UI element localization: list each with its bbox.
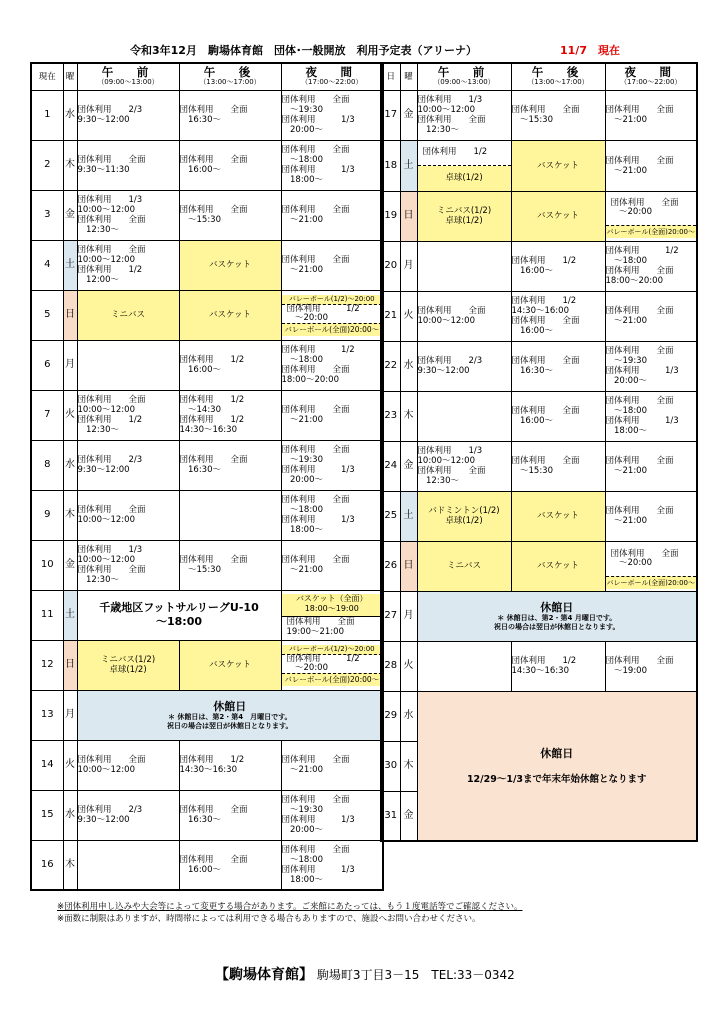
morning-slot: 団体利用 2/3 9:30～12:00 xyxy=(417,341,511,391)
table-row xyxy=(31,140,383,190)
day-number: 17 xyxy=(381,90,400,140)
evening-slot: 団体利用 全面 ～19:30 団体利用 1/3 20:00～ xyxy=(281,440,383,490)
morning-slot: ミニバス xyxy=(77,290,179,340)
afternoon-slot: 団体利用 1/2 14:30～16:30 xyxy=(179,740,281,790)
group-use-slot: 団体利用 全面 ～20:00 xyxy=(610,197,679,217)
futsal-league-slot: 千歳地区フットサルリーグU-10 ～18:00 xyxy=(77,590,281,640)
volleyball-full-slot: バレーボール(全面)20:00～ xyxy=(282,673,383,686)
closed-day-cell xyxy=(77,690,383,740)
closed-label: 休館日 xyxy=(540,600,574,614)
day-number: 12 xyxy=(31,640,63,690)
weekday: 水 xyxy=(400,341,417,391)
closed-note: ＊ 休館日は、第2・第4 月曜日です。 祝日の場合は翌日が休館日となります。 xyxy=(494,613,620,631)
morning-slot xyxy=(417,140,511,191)
morning-slot: 団体利用 全面 10:00～12:00 xyxy=(77,740,179,790)
day-number: 25 xyxy=(381,491,400,541)
header-evening: 夜 間 （17:00～22:00） xyxy=(281,63,383,90)
weekday: 木 xyxy=(400,741,417,791)
weekday: 金 xyxy=(63,540,77,590)
group-use-slot: 団体利用 全面 ～20:00 xyxy=(610,548,679,568)
table-row xyxy=(31,840,383,890)
footnote-1: ※団体利用申し込みや大会等によって変更する場合があります。ご来館にあたっては、もう１度電話等でご確認ください。 xyxy=(57,902,523,912)
weekday: 日 xyxy=(63,640,77,690)
weekday: 火 xyxy=(63,390,77,440)
day-number: 15 xyxy=(31,790,63,840)
morning-slot xyxy=(77,340,179,390)
closed-note: ＊ 休館日は、第2・第4 月曜日です。 祝日の場合は翌日が休館日となります。 xyxy=(167,712,293,730)
facility-name: 【駒場体育館】 xyxy=(215,967,313,983)
facility-contact: 駒場町3丁目3－15 TEL:33－0342 xyxy=(316,968,515,982)
group-use-slot: 団体利用 1/2 ～20:00 xyxy=(286,303,360,323)
day-number: 24 xyxy=(381,441,400,491)
day-number: 3 xyxy=(31,190,63,240)
day-number: 21 xyxy=(381,291,400,341)
header-afternoon: 午 後 （13:00～17:00） xyxy=(179,63,281,90)
table-row xyxy=(31,740,383,790)
as-of-date: 11/7 現在 xyxy=(560,44,620,57)
day-number: 2 xyxy=(31,140,63,190)
day-number: 28 xyxy=(381,641,400,691)
weekday: 木 xyxy=(63,490,77,540)
afternoon-slot: 団体利用 全面 16:00～ xyxy=(511,391,605,441)
schedule-table-left xyxy=(30,62,384,891)
footnote-2: ※面数に制限はありますが、時間帯によっては利用できる場合もありますので、施設へお問い合わせください。 xyxy=(57,914,481,924)
weekday: 木 xyxy=(400,391,417,441)
day-number: 11 xyxy=(31,590,63,640)
day-number: 16 xyxy=(31,840,63,890)
weekday: 月 xyxy=(400,241,417,291)
weekday: 土 xyxy=(400,491,417,541)
weekday: 水 xyxy=(63,90,77,140)
morning-slot: バドミントン(1/2) 卓球(1/2) xyxy=(417,491,511,541)
closed-label: 休館日 xyxy=(540,746,574,760)
table-row xyxy=(381,691,697,741)
morning-slot: 団体利用 2/3 9:30～12:00 xyxy=(77,440,179,490)
day-number: 4 xyxy=(31,240,63,290)
morning-slot: 団体利用 2/3 9:30～12:00 xyxy=(77,790,179,840)
day-number: 23 xyxy=(381,391,400,441)
weekday: 土 xyxy=(63,240,77,290)
weekday: 水 xyxy=(63,790,77,840)
table-row xyxy=(381,491,697,541)
day-number: 14 xyxy=(31,740,63,790)
morning-slot xyxy=(417,641,511,691)
day-number: 29 xyxy=(381,691,400,741)
afternoon-slot: 団体利用 全面 ～15:30 xyxy=(511,441,605,491)
evening-slot xyxy=(281,590,383,640)
afternoon-slot: 団体利用 全面 16:00～ xyxy=(179,140,281,190)
facility-address xyxy=(215,964,515,984)
table-row xyxy=(381,391,697,441)
morning-slot: 団体利用 全面 10:00～12:00 xyxy=(77,490,179,540)
evening-slot xyxy=(605,541,697,591)
afternoon-slot xyxy=(179,490,281,540)
evening-slot: 団体利用 全面 ～21:00 xyxy=(281,190,383,240)
weekday: 日 xyxy=(400,541,417,591)
closed-note: 12/29～1/3まで年末年始休館となります xyxy=(466,773,647,785)
afternoon-slot: バスケット xyxy=(179,240,281,290)
evening-slot: 団体利用 全面 ～19:30 団体利用 1/3 20:00～ xyxy=(605,341,697,391)
evening-slot: 団体利用 全面 ～21:00 xyxy=(281,240,383,290)
table-row xyxy=(31,390,383,440)
evening-slot: 団体利用 全面 ～21:00 xyxy=(605,441,697,491)
volleyball-half-slot: バレーボール(1/2)～20:00 xyxy=(282,295,383,305)
morning-slot: 団体利用 1/3 10:00～12:00 団体利用 全面 12:30～ xyxy=(77,190,179,240)
closed-label: 休館日 xyxy=(213,699,247,713)
afternoon-slot: バスケット xyxy=(511,191,605,241)
evening-slot: 団体利用 1/2 ～18:00 団体利用 全面 18:00～20:00 xyxy=(281,340,383,390)
table-header-row xyxy=(31,63,383,90)
table-row xyxy=(381,591,697,641)
day-number: 8 xyxy=(31,440,63,490)
table-row xyxy=(31,90,383,140)
day-number: 22 xyxy=(381,341,400,391)
weekday: 日 xyxy=(400,191,417,241)
table-row xyxy=(381,90,697,140)
weekday: 火 xyxy=(63,740,77,790)
evening-slot xyxy=(281,290,383,340)
weekday: 金 xyxy=(400,791,417,841)
day-number: 26 xyxy=(381,541,400,591)
afternoon-slot: 団体利用 1/2 14:30～16:00 団体利用 全面 16:00～ xyxy=(511,291,605,341)
day-number: 18 xyxy=(381,140,400,191)
table-row xyxy=(381,441,697,491)
table-row xyxy=(31,190,383,240)
afternoon-slot: 団体利用 全面 16:30～ xyxy=(179,440,281,490)
afternoon-slot: 団体利用 全面 ～15:30 xyxy=(511,90,605,140)
afternoon-slot: 団体利用 1/2 16:00～ xyxy=(511,241,605,291)
day-number: 30 xyxy=(381,741,400,791)
basketball-slot: バスケット（全面） 18:00～19:00 xyxy=(282,594,383,617)
table-row xyxy=(31,690,383,740)
table-row xyxy=(31,640,383,690)
evening-slot: 団体利用 全面 ～21:00 xyxy=(605,90,697,140)
evening-slot: 団体利用 全面 ～21:00 xyxy=(605,140,697,191)
table-row xyxy=(381,140,697,191)
afternoon-slot: 団体利用 全面 16:30～ xyxy=(179,90,281,140)
afternoon-slot: 団体利用 1/2 ～14:30 団体利用 1/2 14:30～16:30 xyxy=(179,390,281,440)
evening-slot: 団体利用 全面 ～21:00 xyxy=(605,491,697,541)
morning-slot xyxy=(77,840,179,890)
evening-slot: 団体利用 全面 ～19:00 xyxy=(605,641,697,691)
morning-slot: ミニバス(1/2) 卓球(1/2) xyxy=(417,191,511,241)
day-number: 10 xyxy=(31,540,63,590)
day-number: 13 xyxy=(31,690,63,740)
table-row xyxy=(381,191,697,241)
weekday: 火 xyxy=(400,641,417,691)
afternoon-slot: バスケット xyxy=(179,640,281,690)
table-header-row xyxy=(381,63,697,90)
day-number: 6 xyxy=(31,340,63,390)
morning-slot: 団体利用 1/3 10:00～12:00 団体利用 全面 12:30～ xyxy=(77,540,179,590)
table-row xyxy=(31,590,383,640)
evening-slot: 団体利用 1/2 ～18:00 団体利用 全面 18:00～20:00 xyxy=(605,241,697,291)
afternoon-slot: 団体利用 全面 ～15:30 xyxy=(179,190,281,240)
volleyball-full-slot: バレーボール(全面)20:00～ xyxy=(606,225,697,238)
morning-slot xyxy=(417,241,511,291)
morning-slot: 団体利用 2/3 9:30～12:00 xyxy=(77,90,179,140)
morning-slot: 団体利用 全面 10:00～12:00 団体利用 1/2 12:30～ xyxy=(77,390,179,440)
year-end-closure-cell xyxy=(417,691,697,841)
table-row xyxy=(381,641,697,691)
afternoon-slot: 団体利用 全面 ～15:30 xyxy=(179,540,281,590)
header-evening: 夜 間 （17:00～22:00） xyxy=(605,63,697,90)
morning-slot: 団体利用 1/3 10:00～12:00 団体利用 全面 12:30～ xyxy=(417,90,511,140)
table-row xyxy=(31,290,383,340)
header-afternoon: 午 後 （13:00～17:00） xyxy=(511,63,605,90)
weekday: 木 xyxy=(63,840,77,890)
evening-slot xyxy=(605,191,697,241)
day-number: 19 xyxy=(381,191,400,241)
evening-slot xyxy=(281,640,383,690)
weekday: 金 xyxy=(400,90,417,140)
morning-slot: ミニバス xyxy=(417,541,511,591)
afternoon-slot: 団体利用 1/2 14:30～16:30 xyxy=(511,641,605,691)
closed-day-cell xyxy=(417,591,697,641)
morning-slot: 団体利用 全面 10:00～12:00 団体利用 1/2 12:00～ xyxy=(77,240,179,290)
weekday: 金 xyxy=(400,441,417,491)
page-title xyxy=(0,42,724,56)
morning-slot: 団体利用 全面 10:00～12:00 xyxy=(417,291,511,341)
weekday: 日 xyxy=(63,290,77,340)
evening-slot: 団体利用 全面 ～19:30 団体利用 1/3 20:00～ xyxy=(281,90,383,140)
group-use-slot: 団体利用 全面 19:00～21:00 xyxy=(286,616,355,637)
evening-slot: 団体利用 全面 ～21:00 xyxy=(281,390,383,440)
evening-slot: 団体利用 全面 ～18:00 団体利用 1/3 18:00～ xyxy=(605,391,697,441)
afternoon-slot: 団体利用 全面 16:30～ xyxy=(511,341,605,391)
volleyball-half-slot: バレーボール(1/2)～20:00 xyxy=(282,645,383,655)
evening-slot: 団体利用 全面 ～21:00 xyxy=(281,740,383,790)
weekday: 水 xyxy=(400,691,417,741)
afternoon-slot: バスケット xyxy=(179,290,281,340)
weekday: 月 xyxy=(63,340,77,390)
header-morning: 午 前 （09:00～13:00） xyxy=(77,63,179,90)
volleyball-full-slot: バレーボール(全面)20:00～ xyxy=(282,323,383,336)
afternoon-slot: 団体利用 全面 16:00～ xyxy=(179,840,281,890)
header-weekday: 曜 xyxy=(400,63,417,90)
weekday: 木 xyxy=(63,140,77,190)
table-row xyxy=(31,340,383,390)
table-row xyxy=(381,341,697,391)
header-current: 現在 xyxy=(31,63,63,90)
day-number: 5 xyxy=(31,290,63,340)
evening-slot: 団体利用 全面 ～21:00 xyxy=(281,540,383,590)
evening-slot: 団体利用 全面 ～18:00 団体利用 1/3 18:00～ xyxy=(281,140,383,190)
evening-slot: 団体利用 全面 ～18:00 団体利用 1/3 18:00～ xyxy=(281,840,383,890)
schedule-table-right xyxy=(380,62,698,842)
schedule-title: 令和3年12月 駒場体育館 団体･一般開放 利用予定表（アリーナ） xyxy=(130,44,478,57)
weekday: 金 xyxy=(63,190,77,240)
weekday: 火 xyxy=(400,291,417,341)
day-number: 7 xyxy=(31,390,63,440)
evening-slot: 団体利用 全面 ～18:00 団体利用 1/3 18:00～ xyxy=(281,490,383,540)
weekday: 月 xyxy=(63,690,77,740)
weekday: 土 xyxy=(63,590,77,640)
table-row xyxy=(31,240,383,290)
morning-slot: 団体利用 1/3 10:00～12:00 団体利用 全面 12:30～ xyxy=(417,441,511,491)
evening-slot: 団体利用 全面 ～21:00 xyxy=(605,291,697,341)
day-number: 27 xyxy=(381,591,400,641)
day-number: 31 xyxy=(381,791,400,841)
morning-slot: ミニバス(1/2) 卓球(1/2) xyxy=(77,640,179,690)
day-number: 9 xyxy=(31,490,63,540)
afternoon-slot: 団体利用 1/2 16:00～ xyxy=(179,340,281,390)
table-row xyxy=(381,241,697,291)
header-morning: 午 前 （09:00～13:00） xyxy=(417,63,511,90)
weekday: 月 xyxy=(400,591,417,641)
weekday: 水 xyxy=(63,440,77,490)
group-use-slot: 団体利用 1/2 xyxy=(418,141,511,166)
table-row xyxy=(31,540,383,590)
table-row xyxy=(31,440,383,490)
weekday: 土 xyxy=(400,140,417,191)
table-tennis-slot: 卓球(1/2) xyxy=(418,166,511,191)
group-use-slot: 団体利用 1/2 ～20:00 xyxy=(286,653,360,673)
afternoon-slot: バスケット xyxy=(511,541,605,591)
afternoon-slot: バスケット xyxy=(511,140,605,191)
day-number: 20 xyxy=(381,241,400,291)
table-row xyxy=(381,541,697,591)
table-row xyxy=(31,790,383,840)
table-row xyxy=(381,291,697,341)
day-number: 1 xyxy=(31,90,63,140)
evening-slot: 団体利用 全面 ～19:30 団体利用 1/3 20:00～ xyxy=(281,790,383,840)
volleyball-full-slot: バレーボール(全面)20:00～ xyxy=(606,576,697,589)
afternoon-slot: バスケット xyxy=(511,491,605,541)
header-weekday: 曜 xyxy=(63,63,77,90)
header-day: 日 xyxy=(381,63,400,90)
table-row xyxy=(31,490,383,540)
morning-slot: 団体利用 全面 9:30～11:30 xyxy=(77,140,179,190)
morning-slot xyxy=(417,391,511,441)
afternoon-slot: 団体利用 全面 16:30～ xyxy=(179,790,281,840)
